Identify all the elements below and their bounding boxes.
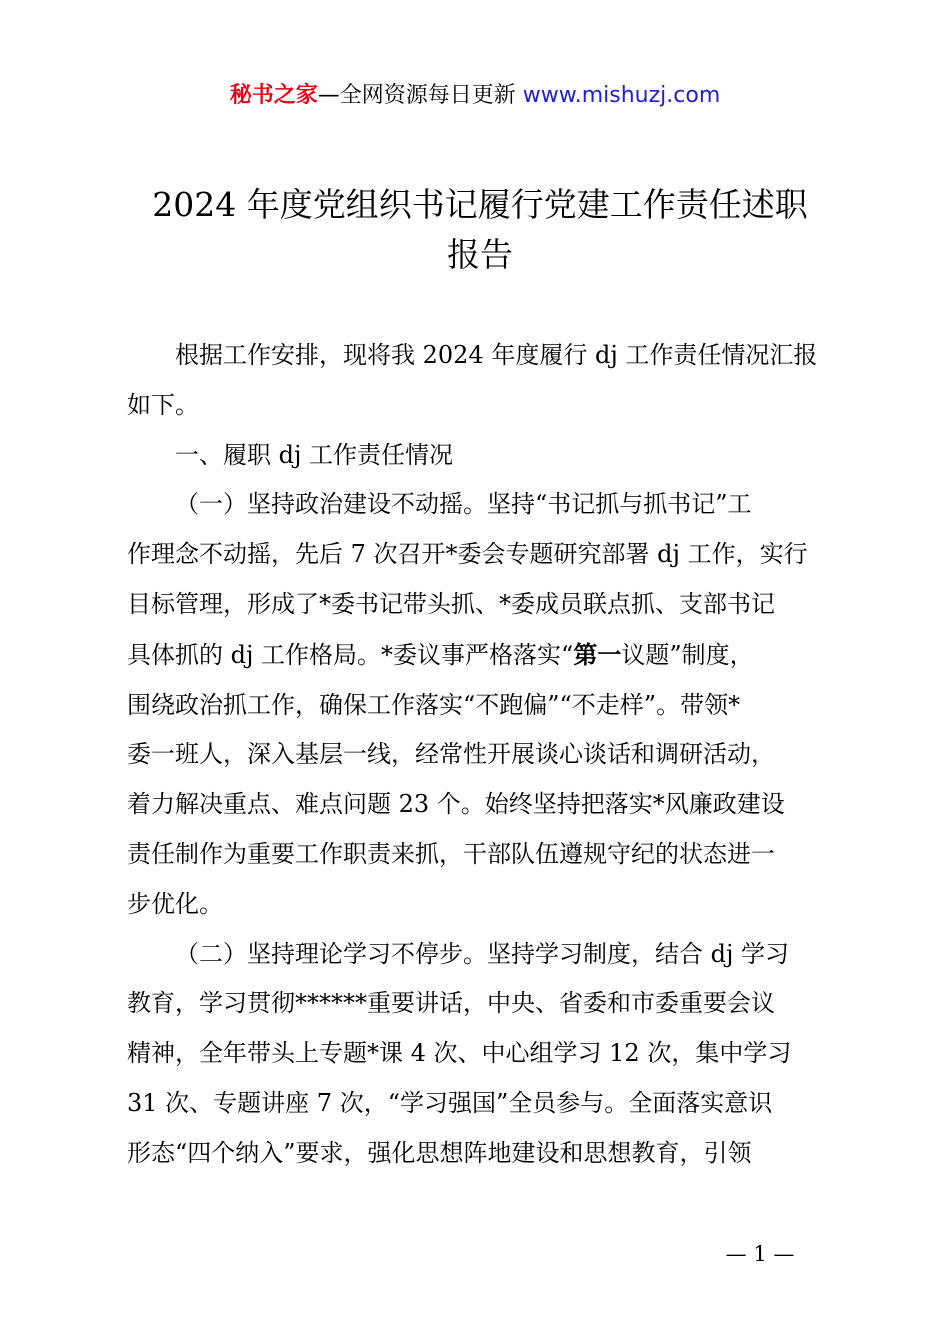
text-line: 31 次、专题讲座 7 次，“学习强国”全员参与。全面落实意识	[127, 1088, 773, 1117]
emphasized-text: 第一	[573, 639, 622, 669]
text-line: 教育，学习贯彻******重要讲话，中央、省委和市委重要会议	[127, 989, 775, 1018]
document-title-line-1: 2024 年度党组织书记履行党建工作责任述职	[152, 185, 808, 224]
text-line: 着力解决重点、难点问题 23 个。始终坚持把落实*风廉政建设	[127, 790, 785, 819]
document-body	[127, 331, 833, 1179]
page-number: — 1 —	[725, 1242, 795, 1266]
text-line: 具体抓的 dj 工作格局。*委议事严格落实“第一议题”制度，	[127, 639, 754, 669]
subsection-theory-study	[127, 930, 833, 1179]
document-title-line-2: 报告	[447, 235, 513, 274]
text-line: 如下。	[127, 390, 199, 419]
site-tagline: —全网资源每日更新	[317, 83, 523, 108]
section-heading	[127, 431, 833, 481]
subsection-political-building	[127, 480, 833, 929]
intro-paragraph	[127, 331, 833, 431]
text-line: 步优化。	[127, 889, 223, 918]
text-line: 作理念不动摇，先后 7 次召开*委会专题研究部署 dj 工作，实行	[127, 540, 808, 569]
site-brand: 秘书之家	[229, 83, 318, 108]
text-line: （一）坚持政治建设不动摇。坚持“书记抓与抓书记”工	[175, 490, 752, 519]
text-line: 形态“四个纳入”要求，强化思想阵地建设和思想教育，引领	[127, 1138, 752, 1167]
text-line: 根据工作安排，现将我 2024 年度履行 dj 工作责任情况汇报	[175, 341, 818, 369]
text-line: （二）坚持理论学习不停步。坚持学习制度，结合 dj 学习	[175, 939, 790, 968]
text-line: 责任制作为重要工作职责来抓，干部队伍遵规守纪的状态进一	[127, 839, 775, 868]
text-line: 目标管理，形成了*委书记带头抓、*委成员联点抓、支部书记	[127, 589, 775, 618]
text-line: 一、履职 dj 工作责任情况	[175, 440, 454, 469]
site-url-link[interactable]: www.mishuzj.com	[522, 83, 721, 108]
text-line: 委一班人，深入基层一线，经常性开展谈心谈话和调研活动，	[127, 740, 775, 769]
document-title	[127, 180, 833, 280]
text-line: 精神，全年带头上专题*课 4 次、中心组学习 12 次，集中学习	[127, 1039, 792, 1068]
site-watermark-header	[0, 78, 950, 114]
text-line: 围绕政治抓工作，确保工作落实“不跑偏”“不走样”。带领*	[127, 690, 741, 719]
